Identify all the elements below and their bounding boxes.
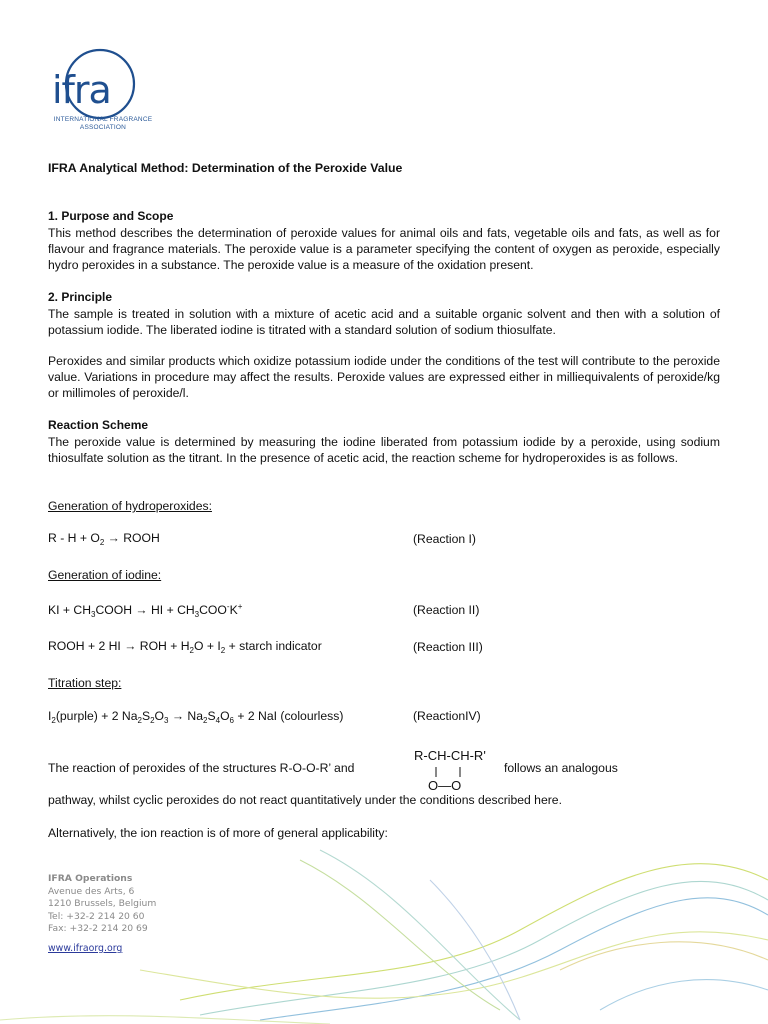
- reaction-3: ROOH + 2 HI → ROH + $H_2O + I_2$ + starch indicator: [48, 639, 322, 655]
- alternative-text: Alternatively, the ion reaction is of more of general applicability:: [48, 826, 388, 840]
- reaction-2-label: (Reaction II): [413, 603, 480, 617]
- analogous-text-start: The reaction of peroxides of the structures R-O-O-R’ and: [48, 761, 355, 775]
- gen-iodine-label: Generation of iodine:: [48, 568, 162, 582]
- section1-text: This method describes the determination of peroxide values for animal oils and fats, vegetable oils and fats, as well as for flavour and fragrance materials. The peroxide value is a parameter specifying the content of oxygen as peroxide, especially hydro peroxides in a substance. The peroxide value is a measure of the oxidation present.: [48, 226, 720, 272]
- cyclic-peroxide-structure: R-CH-CH-R' O—O: [414, 748, 504, 796]
- gen-hydroperoxides-label: Generation of hydroperoxides:: [48, 499, 212, 513]
- section1-heading: 1. Purpose and Scope: [48, 209, 174, 223]
- ifra-logo: [44, 40, 154, 140]
- structure-bonds: [414, 765, 504, 779]
- reaction-scheme-heading: Reaction Scheme: [48, 418, 149, 432]
- reaction-4-label: (ReactionIV): [413, 709, 481, 723]
- logo-subtitle: INTERNATIONAL FRAGRANCE ASSOCIATION: [53, 116, 153, 131]
- pathway-text: pathway, whilst cyclic peroxides do not react quantitatively under the conditions described here.: [48, 793, 562, 807]
- section2-text2: Peroxides and similar products which oxidize potassium iodide under the conditions of the test will contribute to the peroxide value. Variations in procedure may affect the results. Peroxide values are expressed either in milliequivalents of peroxide/kg or millimoles of peroxide/l.: [48, 354, 720, 400]
- analogous-text-end: follows an analogous: [504, 761, 618, 775]
- reaction-2: KI + $CH_3COOH$ → HI + $CH_3COO^-K^+$: [48, 602, 243, 619]
- footer-address: IFRA Operations Avenue des Arts, 6 1210 Brussels, Belgium Tel: +32-2 214 20 60 Fax: +32-2 214 20 69: [48, 873, 157, 935]
- reaction-1: $R - H + O_2$ → ROOH: [48, 531, 160, 547]
- website-link[interactable]: www.ifraorg.org: [48, 943, 123, 954]
- section2-heading: 2. Principle: [48, 290, 113, 304]
- reaction-4: $I_2(purple) + 2$ $Na_2S_2O_3 \to Na_2S_4O_6 + 2$ NaI (colourless): [48, 709, 344, 725]
- reaction-1-label: (Reaction I): [413, 532, 476, 546]
- reaction-3-label: (Reaction III): [413, 640, 483, 654]
- titration-step-label: Titration step:: [48, 676, 122, 690]
- logo-word: ifra: [52, 68, 111, 112]
- page-title: IFRA Analytical Method: Determination of the Peroxide Value: [48, 161, 403, 175]
- section2-text1: The sample is treated in solution with a mixture of acetic acid and a suitable organic solvent and then with a solution of potassium iodide. The liberated iodine is titrated with a standard solution of sodium thiosulfate.: [48, 307, 720, 337]
- reaction-scheme-text: The peroxide value is determined by measuring the iodine liberated from potassium iodide by a peroxide, using sodium thiosulfate solution as the titrant. In the presence of acetic acid, the reaction scheme for hydroperoxides is as follows.: [48, 435, 720, 465]
